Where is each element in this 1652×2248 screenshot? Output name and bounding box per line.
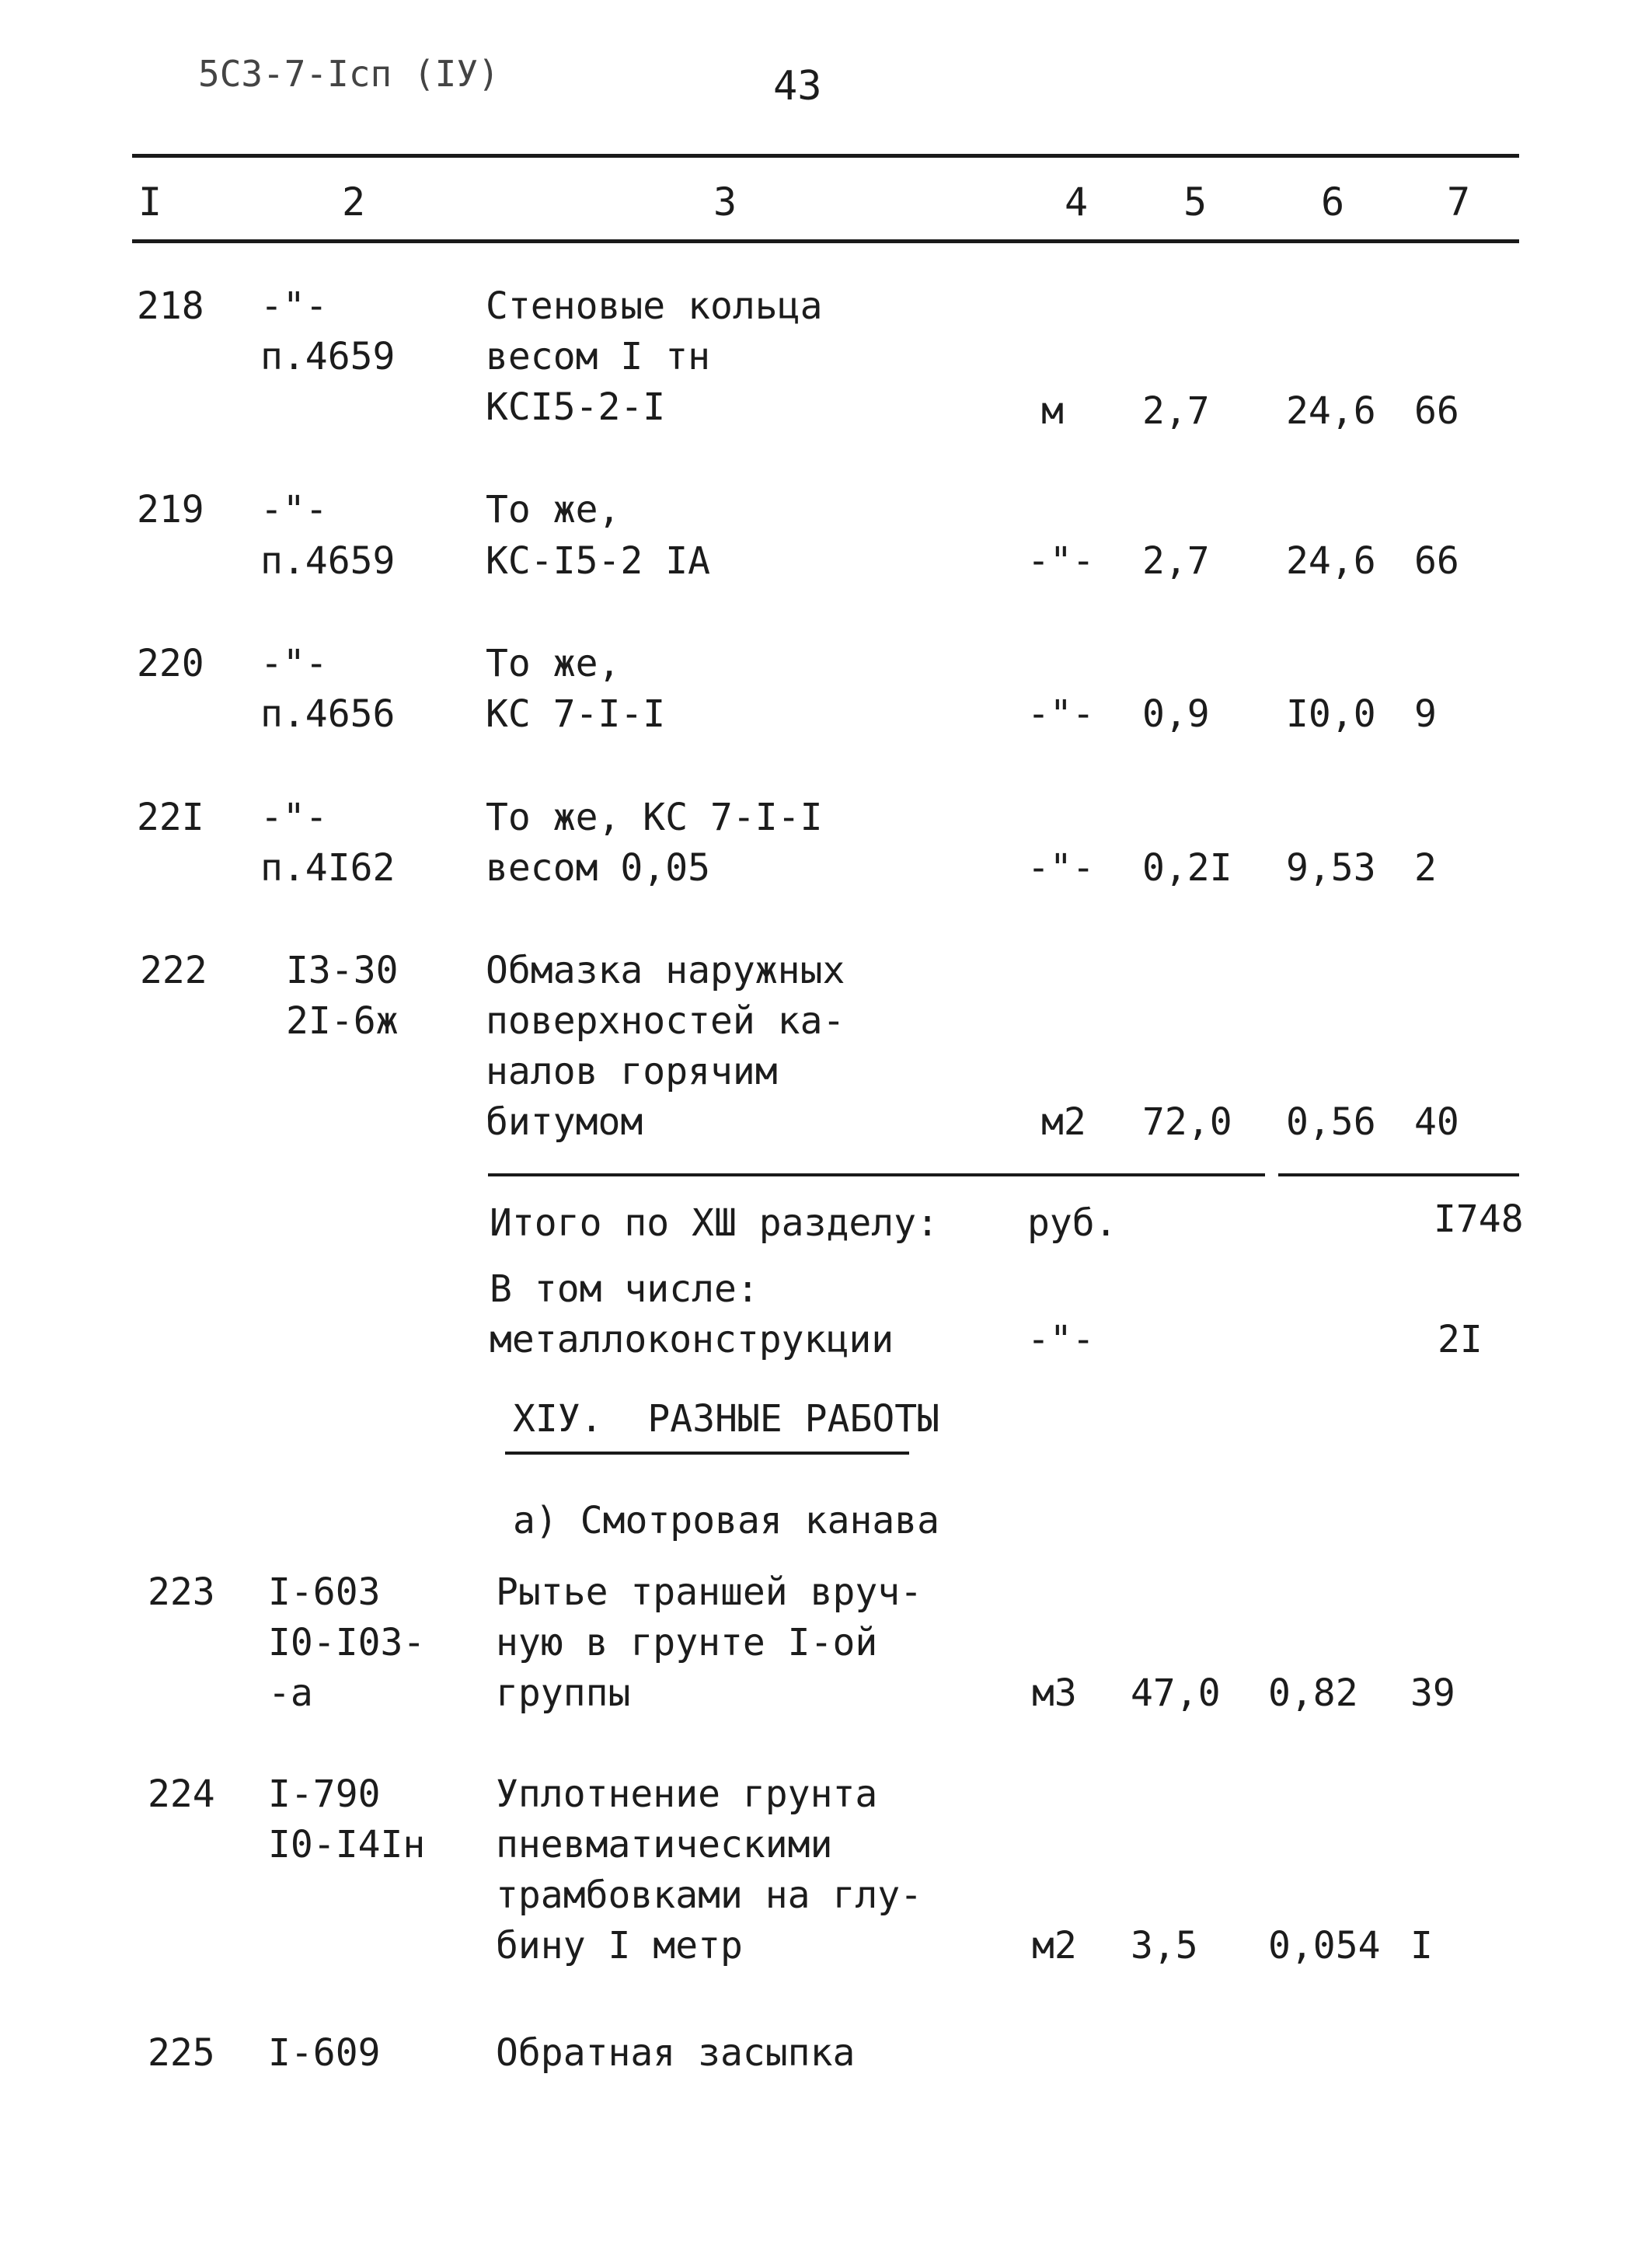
row-code: I0-I03- (268, 1621, 426, 1664)
row-code: 2I-6ж (286, 999, 399, 1043)
row-description: битумом (486, 1100, 643, 1144)
row-unit: м3 (1032, 1671, 1077, 1715)
row-description: Обратная засыпка (496, 2031, 856, 2075)
column-header-2: 2 (342, 179, 366, 225)
row-quantity: 2,7 (1142, 539, 1210, 583)
row-code: п.4659 (260, 335, 396, 378)
row-number: 224 (148, 1772, 215, 1816)
row-total: 39 (1410, 1671, 1455, 1715)
column-header-1: I (138, 179, 162, 225)
row-total: 9 (1414, 692, 1437, 736)
row-unit: -"- (1027, 539, 1095, 583)
document-code: 5С3-7-Iсп (IУ) (198, 53, 500, 95)
row-unit: м2 (1032, 1924, 1077, 1967)
row-number: 22I (137, 796, 204, 839)
row-code: I0-I4Iн (268, 1823, 426, 1866)
row-quantity: 47,0 (1131, 1671, 1221, 1715)
row-total: 66 (1414, 539, 1459, 583)
section-title-underline (505, 1452, 909, 1455)
row-code: -"- (260, 284, 328, 328)
column-header-7: 7 (1447, 179, 1471, 225)
row-unit: м (1041, 389, 1064, 433)
row-description: КС-I5-2 IА (486, 539, 710, 583)
total-label: Итого по XШ разделу: (490, 1201, 939, 1245)
row-description: КСI5-2-I (486, 385, 666, 429)
row-number: 220 (137, 642, 204, 685)
section-title: XIУ. РАЗНЫЕ РАБОТЫ (513, 1397, 940, 1441)
row-total: 66 (1414, 389, 1459, 433)
row-code: I-609 (268, 2031, 381, 2075)
row-code: п.4I62 (260, 846, 396, 890)
column-header-4: 4 (1065, 179, 1089, 225)
page-number: 43 (773, 63, 822, 110)
row-description: поверхностей ка- (486, 999, 845, 1043)
section-subtitle: а) Смотровая канава (513, 1499, 940, 1542)
row-description: группы (496, 1671, 631, 1715)
row-description: То же, КС 7-I-I (486, 796, 823, 839)
row-number: 225 (148, 2031, 215, 2075)
row-code: I-603 (268, 1570, 381, 1614)
row-description: КС 7-I-I (486, 692, 666, 736)
including-label: В том числе: (490, 1267, 759, 1311)
row-quantity: 3,5 (1131, 1924, 1198, 1967)
row-description: налов горячим (486, 1050, 778, 1093)
row-total: 40 (1414, 1100, 1459, 1144)
row-quantity: 72,0 (1142, 1100, 1232, 1144)
row-code: -а (268, 1671, 313, 1715)
row-price: 0,054 (1268, 1924, 1381, 1967)
row-description: То же, (486, 642, 621, 685)
total-value: I748 (1434, 1197, 1524, 1241)
row-description: весом I тн (486, 335, 710, 378)
table-top-rule (132, 154, 1519, 158)
row-unit: м2 (1041, 1100, 1086, 1144)
row-quantity: 0,2I (1142, 846, 1232, 890)
row-unit: -"- (1027, 846, 1095, 890)
subtotal-rule (1278, 1173, 1519, 1176)
row-unit: -"- (1027, 692, 1095, 736)
row-description: бину I метр (496, 1924, 743, 1967)
row-price: I0,0 (1286, 692, 1376, 736)
column-header-6: 6 (1321, 179, 1345, 225)
row-code: I-790 (268, 1772, 381, 1816)
row-code: -"- (260, 488, 328, 532)
row-code: п.4659 (260, 539, 396, 583)
including-unit: -"- (1027, 1318, 1095, 1361)
row-code: п.4656 (260, 692, 396, 736)
row-price: 0,56 (1286, 1100, 1376, 1144)
subtotal-rule (488, 1173, 1265, 1176)
including-value: 2I (1438, 1318, 1483, 1361)
table-header-rule (132, 239, 1519, 243)
row-number: 223 (148, 1570, 215, 1614)
row-price: 24,6 (1286, 389, 1376, 433)
row-number: 218 (137, 284, 204, 328)
column-header-5: 5 (1183, 179, 1208, 225)
row-description: Рытье траншей вруч- (496, 1570, 923, 1614)
row-price: 9,53 (1286, 846, 1376, 890)
row-code: -"- (260, 796, 328, 839)
column-header-3: 3 (713, 179, 737, 225)
row-quantity: 0,9 (1142, 692, 1210, 736)
row-code: -"- (260, 642, 328, 685)
including-item: металлоконструкции (490, 1318, 894, 1361)
row-price: 0,82 (1268, 1671, 1358, 1715)
row-description: То же, (486, 488, 621, 532)
row-price: 24,6 (1286, 539, 1376, 583)
row-description: трамбовками на глу- (496, 1873, 923, 1917)
total-unit: руб. (1027, 1201, 1117, 1245)
row-description: пневматическими (496, 1823, 833, 1866)
row-description: весом 0,05 (486, 846, 710, 890)
row-description: Уплотнение грунта (496, 1772, 878, 1816)
row-description: ную в грунте I-ой (496, 1621, 878, 1664)
row-description: Обмазка наружных (486, 949, 845, 992)
row-code: I3-30 (286, 949, 399, 992)
row-description: Стеновые кольца (486, 284, 823, 328)
row-number: 222 (140, 949, 207, 992)
row-quantity: 2,7 (1142, 389, 1210, 433)
row-total: 2 (1414, 846, 1437, 890)
row-total: I (1410, 1924, 1433, 1967)
row-number: 219 (137, 488, 204, 532)
